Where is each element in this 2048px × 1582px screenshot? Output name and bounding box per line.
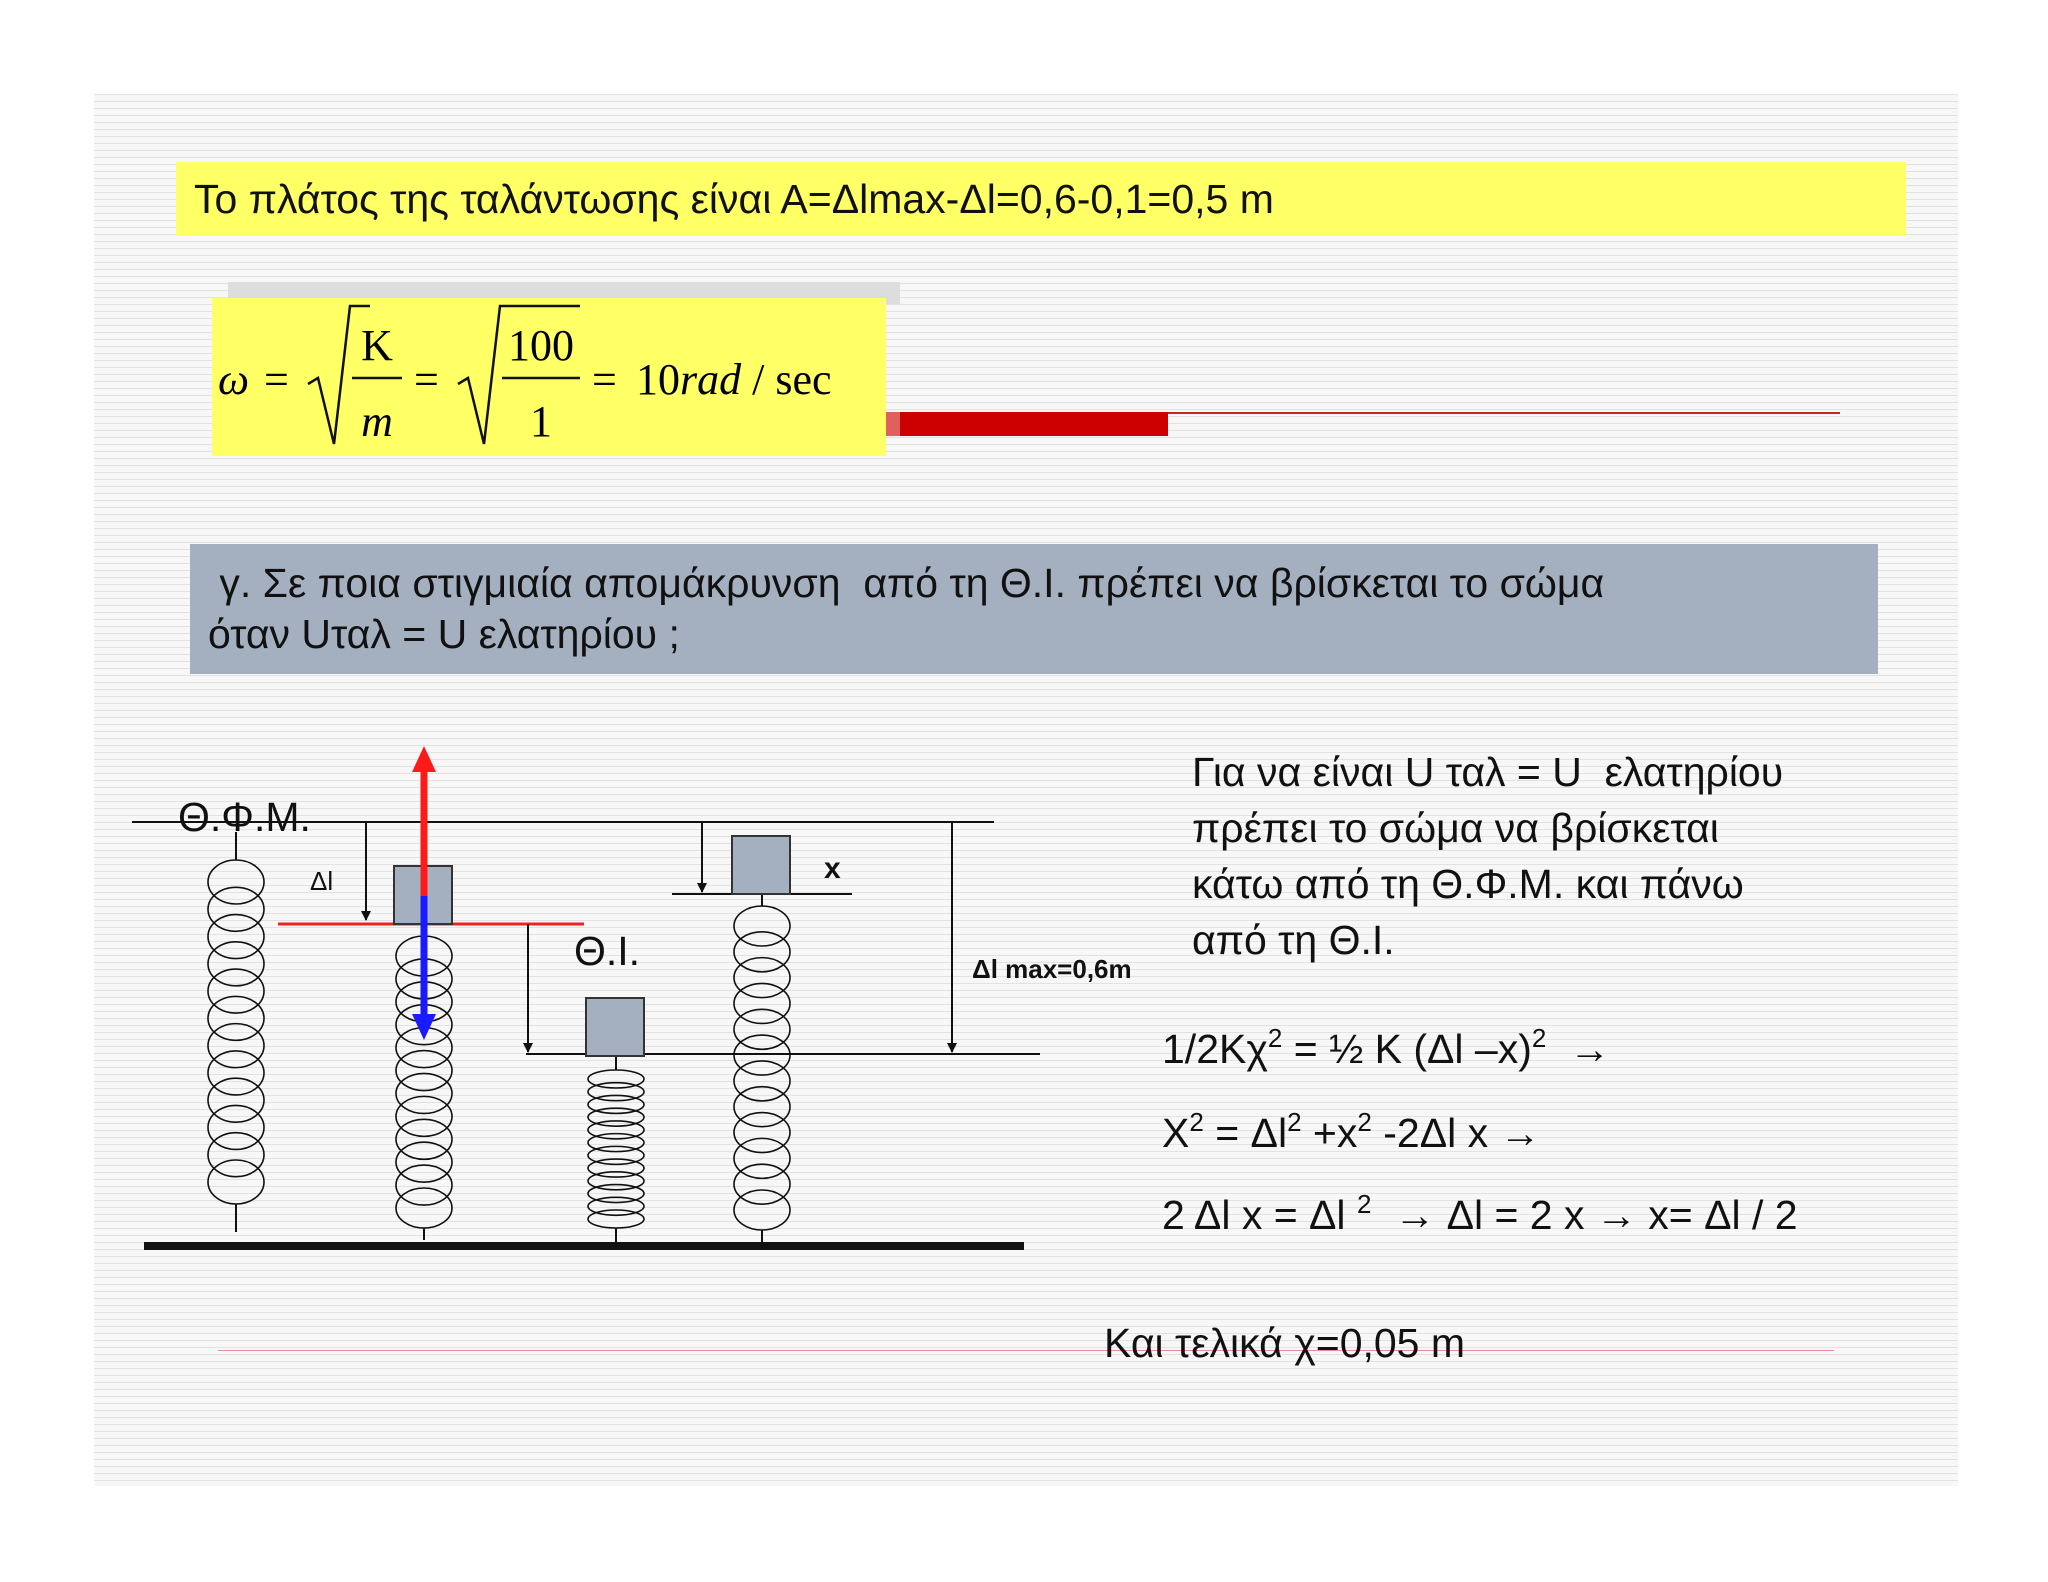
spring-compressed bbox=[588, 1056, 644, 1242]
eq1-part-a: 1/2Kχ bbox=[1162, 1026, 1268, 1072]
block-4 bbox=[732, 836, 790, 894]
eq2-sup-2: 2 bbox=[1287, 1107, 1302, 1137]
red-arrow-head bbox=[412, 746, 436, 772]
eq1-part-b: = ½ K (Δl –x) bbox=[1282, 1026, 1532, 1072]
equation-2 bbox=[1162, 1107, 1541, 1157]
explanation-line-1: Για να είναι U ταλ = U ελατηρίου bbox=[1192, 749, 1784, 795]
numerator-100: 100 bbox=[508, 321, 574, 370]
dl-label: Δl bbox=[310, 866, 334, 896]
equals-1: = bbox=[264, 355, 289, 404]
explanation-line-2: πρέπει το σώμα να βρίσκεται bbox=[1192, 805, 1719, 851]
eq3-part-a: 2 Δl x = Δl bbox=[1162, 1192, 1357, 1238]
eq2-part-b: = Δl bbox=[1203, 1110, 1288, 1156]
equals-3: = bbox=[592, 355, 617, 404]
x-label: x bbox=[824, 852, 841, 885]
numerator-k: K bbox=[361, 321, 393, 370]
eq3-part-b: → Δl = 2 x → x= Δl / 2 bbox=[1371, 1192, 1798, 1238]
bottom-divider-line bbox=[218, 1350, 1834, 1351]
equation-3 bbox=[1162, 1189, 1798, 1239]
eq1-sup-2: 2 bbox=[1531, 1023, 1547, 1053]
spring-natural bbox=[208, 832, 264, 1232]
eq1-part-c: → bbox=[1546, 1026, 1611, 1072]
denominator-1: 1 bbox=[530, 397, 552, 446]
block-3 bbox=[586, 998, 644, 1056]
explanation-line-4: από τη Θ.Ι. bbox=[1192, 917, 1395, 963]
explanation-line-3: κάτω από τη Θ.Φ.Μ. και πάνω bbox=[1192, 861, 1744, 907]
eq3-sup: 2 bbox=[1356, 1189, 1372, 1219]
eq2-sup-1: 2 bbox=[1189, 1107, 1204, 1137]
omega-symbol: ω bbox=[218, 355, 250, 404]
result-slash: / bbox=[741, 355, 776, 404]
equation-1 bbox=[1162, 1023, 1611, 1073]
question-line-2: όταν Uταλ = U ελατηρίου ; bbox=[208, 611, 680, 657]
equals-2: = bbox=[414, 355, 439, 404]
result-number: 10 bbox=[636, 355, 680, 404]
result-rad: rad bbox=[680, 355, 742, 404]
spring-extended bbox=[734, 894, 790, 1242]
blue-arrow-head bbox=[412, 1014, 436, 1040]
final-answer: Και τελικά χ=0,05 m bbox=[1104, 1320, 1466, 1366]
eq2-part-d: -2Δl x → bbox=[1371, 1110, 1541, 1156]
tfm-label: Θ.Φ.Μ. bbox=[178, 794, 311, 840]
eq2-sup-3: 2 bbox=[1357, 1107, 1372, 1137]
eq2-part-c: +x bbox=[1301, 1110, 1358, 1156]
dlmax-label: Δl max=0,6m bbox=[972, 954, 1132, 984]
eq1-sup-1: 2 bbox=[1267, 1023, 1283, 1053]
ground-bar bbox=[144, 1242, 1024, 1250]
denominator-m: m bbox=[361, 397, 393, 446]
ti-label: Θ.Ι. bbox=[574, 928, 641, 974]
result-sec: sec bbox=[775, 355, 832, 404]
amplitude-text: Το πλάτος της ταλάντωσης είναι Α=Δlmax-Δl=0,6-0,1=0,5 m bbox=[194, 176, 1274, 222]
explanation-paragraph bbox=[1192, 744, 1892, 968]
question-line-1: γ. Σε ποια στιγμιαία απομάκρυνση από τη Θ.Ι. πρέπει να βρίσκεται το σώμα bbox=[208, 560, 1605, 606]
eq2-part-a: X bbox=[1162, 1110, 1190, 1156]
